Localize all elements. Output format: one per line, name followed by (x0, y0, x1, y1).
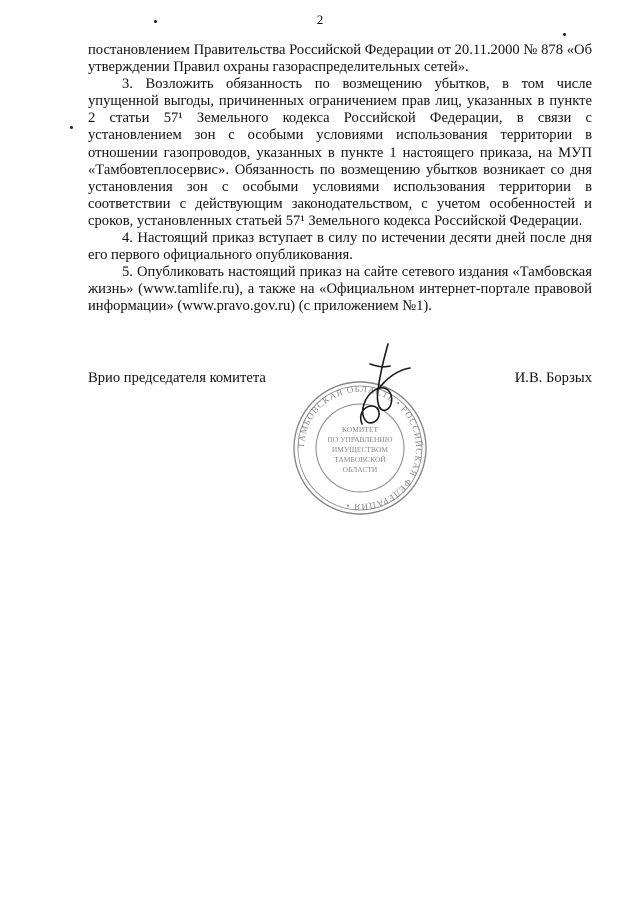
signatory-title: Врио председателя комитета (88, 370, 266, 386)
handwritten-signature (340, 340, 420, 450)
svg-text:ТАМБОВСКОЙ: ТАМБОВСКОЙ (334, 455, 386, 464)
page-number: 2 (316, 12, 324, 27)
signatory-name: И.В. Борзых (514, 370, 592, 386)
scan-speck (70, 126, 73, 129)
paragraph-5: 5. Опубликовать настоящий приказ на сайте сетевого издания «Тамбовская жизнь» (www.tamlife.ru), а также на «Официальном интернет-портале правовой информации» (www.pravo.gov.ru) (с приложением №1). (88, 264, 592, 315)
scan-speck (563, 33, 566, 36)
svg-text:ИМУЩЕСТВОМ: ИМУЩЕСТВОМ (331, 445, 389, 454)
paragraph-continuation: постановлением Правительства Российской Федерации от 20.11.2000 № 878 «Об утверждении Правил охраны газораспределительных сетей». (88, 42, 592, 76)
paragraph-4: 4. Настоящий приказ вступает в силу по истечении десяти дней после дня его первого официального опубликования. (88, 230, 592, 264)
scan-speck (154, 20, 157, 23)
document-body (88, 42, 592, 316)
svg-text:ТАМБОВСКАЯ ОБЛАСТЬ • РОССИЙСКА: ТАМБОВСКАЯ ОБЛАСТЬ • РОССИЙСКАЯ ФЕДЕРАЦИЯ • (295, 383, 425, 513)
svg-text:ПО УПРАВЛЕНИЮ: ПО УПРАВЛЕНИЮ (327, 435, 393, 444)
svg-text:ОБЛАСТИ: ОБЛАСТИ (342, 465, 378, 474)
paragraph-3: 3. Возложить обязанность по возмещению убытков, в том числе упущенной выгоды, причиненных ограничением прав лиц, указанных в пункте 2 статьи 57¹ Земельного кодекса Российской Федерации, в связи с установлением зон с особыми условиями использования территории в отношении газопроводов, указанных в пункте 1 настоящего приказа, на МУП «Тамбовтеплосервис». Обязанность по возмещению убытков возникает со дня установления зон с особыми условиями использования территории в соответствии с действующим законодательством, с учетом особенностей и сроков, установленных статьей 57¹ Земельного кодекса Российской Федерации. (88, 76, 592, 229)
svg-text:КОМИТЕТ: КОМИТЕТ (341, 425, 379, 434)
